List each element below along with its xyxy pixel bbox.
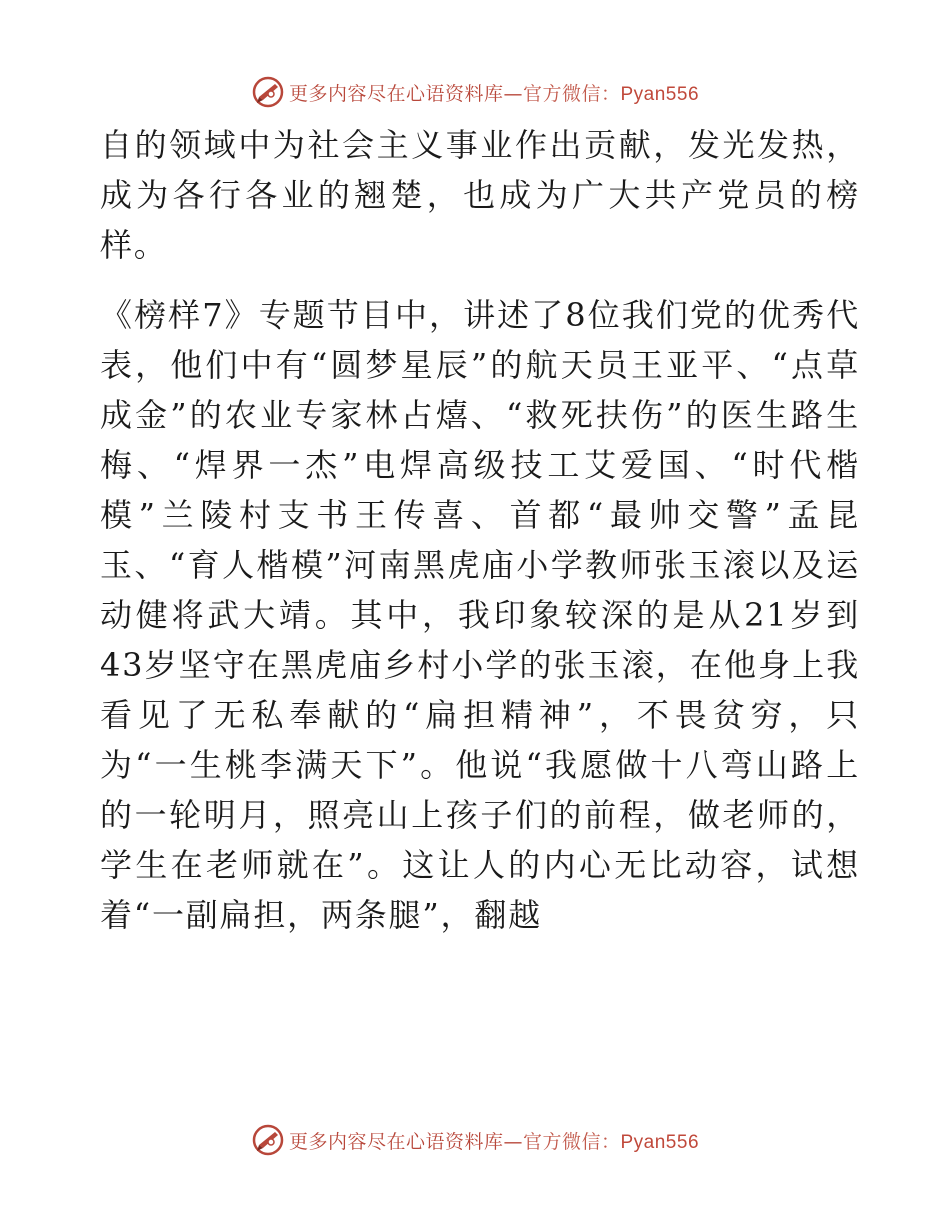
footer-watermark-wechat: 官方微信： [522,1130,621,1153]
footer-watermark-main: 更多内容尽在心语资料库 [288,1130,504,1153]
header-watermark-wechat: 官方微信： [522,82,621,105]
footer-watermark-text [289,1127,699,1154]
paragraph-2: 《榜样7》专题节目中，讲述了8位我们党的优秀代表，他们中有“圆梦星辰”的航天员王亚平、“点草成金”的农业专家林占熺、“救死扶伤”的医生路生梅、“焊界一杰”电焊高级技工艾爱国、“时代楷模”兰陵村支书王传喜、首都“最帅交警”孟昆玉、“育人楷模”河南黑虎庙小学教师张玉滚以及运动健将武大靖。其中，我印象较深的是从21岁到43岁坚守在黑虎庙乡村小学的张玉滚，在他身上我看见了无私奉献的“扁担精神”，不畏贫穷，只为“一生桃李满天下”。他说“我愿做十八弯山路上的一轮明月，照亮山上孩子们的前程，做老师的，学生在老师就在”。这让人的内心无比动容，试想着“一副扁担，两条腿”，翻越 [100,296,860,934]
seal-pen-logo-icon [251,75,285,109]
document-body [100,120,860,940]
footer-watermark-banner [0,1120,950,1160]
header-watermark-sep: — [503,82,523,105]
footer-watermark-id: Pyan556 [620,1131,700,1153]
header-watermark-id: Pyan556 [620,83,700,105]
header-watermark-main: 更多内容尽在心语资料库 [288,82,504,105]
header-watermark-banner [0,72,950,112]
seal-pen-logo-icon [251,1123,285,1157]
footer-watermark-sep: — [503,1130,523,1153]
header-watermark-text [289,79,699,106]
paragraph-1: 自的领域中为社会主义事业作出贡献，发光发热，成为各行各业的翘楚，也成为广大共产党员的榜样。 [100,126,860,264]
